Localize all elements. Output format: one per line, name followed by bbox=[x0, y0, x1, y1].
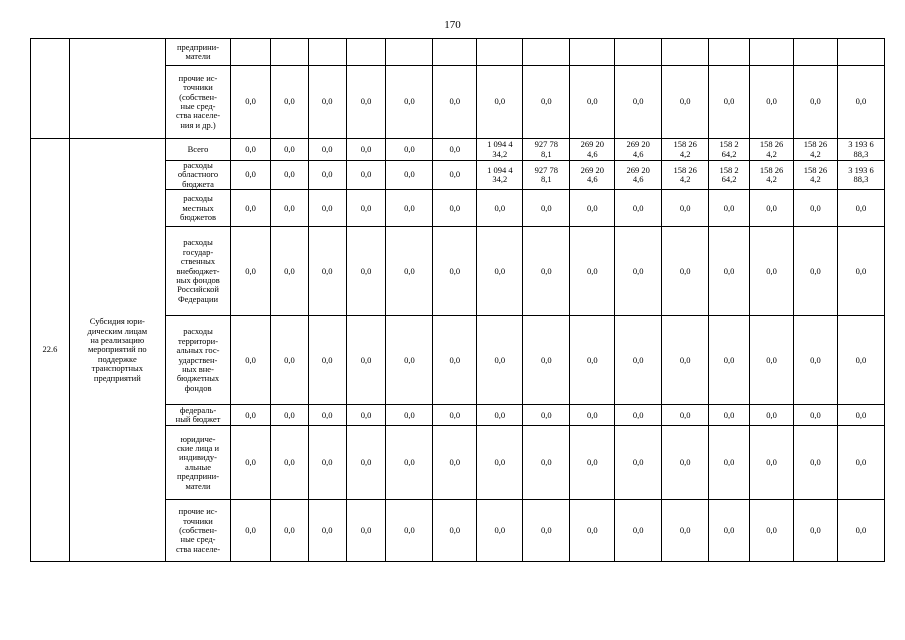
value-cell: 0,0 bbox=[346, 405, 386, 426]
value-cell: 269 20 4,6 bbox=[615, 161, 662, 190]
value-cell: 269 20 4,6 bbox=[615, 139, 662, 161]
value-cell: 0,0 bbox=[750, 500, 794, 562]
value-cell: 0,0 bbox=[271, 405, 309, 426]
value-cell: 0,0 bbox=[477, 190, 523, 227]
value-cell: 0,0 bbox=[837, 426, 884, 500]
value-cell: 0,0 bbox=[477, 500, 523, 562]
value-cell bbox=[308, 39, 346, 66]
value-cell: 0,0 bbox=[231, 161, 271, 190]
value-cell bbox=[615, 39, 662, 66]
value-cell: 0,0 bbox=[386, 316, 433, 405]
source-cell: расходы местных бюджетов bbox=[165, 190, 230, 227]
value-cell: 0,0 bbox=[231, 66, 271, 139]
source-cell: прочие ис- точники (собствен- ные сред- ства населе- ния и др.) bbox=[165, 66, 230, 139]
value-cell: 3 193 6 88,3 bbox=[837, 161, 884, 190]
value-cell bbox=[570, 39, 615, 66]
value-cell: 0,0 bbox=[271, 500, 309, 562]
value-cell: 0,0 bbox=[709, 405, 750, 426]
value-cell: 0,0 bbox=[477, 405, 523, 426]
value-cell: 0,0 bbox=[615, 227, 662, 316]
value-cell bbox=[662, 39, 709, 66]
value-cell: 158 26 4,2 bbox=[750, 161, 794, 190]
value-cell: 0,0 bbox=[271, 190, 309, 227]
value-cell: 0,0 bbox=[709, 316, 750, 405]
table-row bbox=[31, 39, 885, 66]
value-cell: 0,0 bbox=[308, 405, 346, 426]
value-cell: 0,0 bbox=[231, 190, 271, 227]
value-cell: 0,0 bbox=[523, 66, 570, 139]
value-cell: 0,0 bbox=[615, 66, 662, 139]
index-cell bbox=[31, 39, 70, 139]
value-cell: 0,0 bbox=[615, 426, 662, 500]
value-cell: 0,0 bbox=[570, 316, 615, 405]
value-cell: 0,0 bbox=[615, 500, 662, 562]
value-cell: 158 26 4,2 bbox=[750, 139, 794, 161]
value-cell: 0,0 bbox=[231, 405, 271, 426]
value-cell: 0,0 bbox=[662, 227, 709, 316]
value-cell: 0,0 bbox=[386, 426, 433, 500]
value-cell: 0,0 bbox=[523, 426, 570, 500]
value-cell: 158 26 4,2 bbox=[793, 161, 837, 190]
value-cell: 0,0 bbox=[662, 190, 709, 227]
value-cell: 0,0 bbox=[793, 66, 837, 139]
value-cell: 1 094 4 34,2 bbox=[477, 161, 523, 190]
value-cell: 0,0 bbox=[662, 66, 709, 139]
value-cell: 0,0 bbox=[662, 405, 709, 426]
value-cell: 0,0 bbox=[346, 500, 386, 562]
value-cell: 0,0 bbox=[523, 405, 570, 426]
item-index: 22.6 bbox=[31, 139, 70, 562]
source-cell: юридиче- ские лица и индивиду- альные предприни- матели bbox=[165, 426, 230, 500]
value-cell: 0,0 bbox=[346, 316, 386, 405]
measure-cell bbox=[69, 39, 165, 139]
value-cell bbox=[477, 39, 523, 66]
value-cell bbox=[750, 39, 794, 66]
value-cell bbox=[231, 39, 271, 66]
value-cell: 0,0 bbox=[837, 227, 884, 316]
value-cell: 0,0 bbox=[750, 316, 794, 405]
value-cell: 158 26 4,2 bbox=[793, 139, 837, 161]
value-cell: 0,0 bbox=[570, 66, 615, 139]
value-cell: 0,0 bbox=[477, 66, 523, 139]
table-row bbox=[31, 139, 885, 161]
value-cell: 0,0 bbox=[615, 316, 662, 405]
source-cell: прочие ис- точники (собствен- ные сред- ства населе- bbox=[165, 500, 230, 562]
value-cell: 0,0 bbox=[271, 139, 309, 161]
value-cell: 158 26 4,2 bbox=[662, 139, 709, 161]
value-cell: 0,0 bbox=[433, 405, 477, 426]
value-cell: 0,0 bbox=[662, 500, 709, 562]
value-cell bbox=[709, 39, 750, 66]
value-cell: 0,0 bbox=[570, 405, 615, 426]
value-cell: 0,0 bbox=[386, 161, 433, 190]
value-cell: 0,0 bbox=[433, 426, 477, 500]
value-cell: 0,0 bbox=[271, 66, 309, 139]
value-cell: 0,0 bbox=[615, 190, 662, 227]
value-cell: 269 20 4,6 bbox=[570, 161, 615, 190]
value-cell: 0,0 bbox=[433, 66, 477, 139]
value-cell: 0,0 bbox=[231, 426, 271, 500]
value-cell: 0,0 bbox=[570, 500, 615, 562]
value-cell: 0,0 bbox=[271, 316, 309, 405]
value-cell: 0,0 bbox=[477, 316, 523, 405]
value-cell: 0,0 bbox=[750, 190, 794, 227]
value-cell: 269 20 4,6 bbox=[570, 139, 615, 161]
value-cell: 0,0 bbox=[837, 190, 884, 227]
value-cell: 0,0 bbox=[570, 190, 615, 227]
value-cell: 0,0 bbox=[433, 227, 477, 316]
value-cell: 3 193 6 88,3 bbox=[837, 139, 884, 161]
value-cell: 0,0 bbox=[346, 139, 386, 161]
value-cell: 0,0 bbox=[793, 500, 837, 562]
budget-table bbox=[30, 38, 885, 562]
value-cell: 0,0 bbox=[346, 161, 386, 190]
page-number: 170 bbox=[444, 19, 461, 31]
value-cell: 0,0 bbox=[433, 139, 477, 161]
value-cell: 0,0 bbox=[386, 500, 433, 562]
value-cell bbox=[793, 39, 837, 66]
value-cell: 0,0 bbox=[793, 227, 837, 316]
value-cell: 0,0 bbox=[523, 316, 570, 405]
value-cell: 0,0 bbox=[709, 190, 750, 227]
value-cell: 0,0 bbox=[793, 316, 837, 405]
value-cell: 0,0 bbox=[709, 227, 750, 316]
source-cell: предприни- матели bbox=[165, 39, 230, 66]
value-cell: 927 78 8,1 bbox=[523, 139, 570, 161]
source-cell: расходы областного бюджета bbox=[165, 161, 230, 190]
value-cell: 158 2 64,2 bbox=[709, 139, 750, 161]
value-cell: 0,0 bbox=[308, 500, 346, 562]
value-cell: 0,0 bbox=[386, 405, 433, 426]
value-cell: 0,0 bbox=[837, 316, 884, 405]
value-cell: 0,0 bbox=[308, 139, 346, 161]
source-cell: Всего bbox=[165, 139, 230, 161]
value-cell: 0,0 bbox=[523, 500, 570, 562]
value-cell: 0,0 bbox=[308, 426, 346, 500]
value-cell: 0,0 bbox=[271, 227, 309, 316]
value-cell: 927 78 8,1 bbox=[523, 161, 570, 190]
value-cell: 0,0 bbox=[750, 66, 794, 139]
value-cell: 0,0 bbox=[793, 190, 837, 227]
value-cell: 0,0 bbox=[346, 227, 386, 316]
value-cell bbox=[523, 39, 570, 66]
value-cell: 0,0 bbox=[837, 405, 884, 426]
value-cell: 0,0 bbox=[793, 405, 837, 426]
value-cell bbox=[386, 39, 433, 66]
value-cell: 0,0 bbox=[308, 161, 346, 190]
value-cell: 0,0 bbox=[433, 190, 477, 227]
value-cell: 0,0 bbox=[346, 190, 386, 227]
value-cell: 0,0 bbox=[271, 426, 309, 500]
value-cell: 0,0 bbox=[793, 426, 837, 500]
value-cell: 0,0 bbox=[386, 190, 433, 227]
value-cell: 158 2 64,2 bbox=[709, 161, 750, 190]
value-cell: 0,0 bbox=[750, 405, 794, 426]
value-cell: 0,0 bbox=[308, 190, 346, 227]
value-cell: 158 26 4,2 bbox=[662, 161, 709, 190]
value-cell: 0,0 bbox=[386, 227, 433, 316]
value-cell: 0,0 bbox=[615, 405, 662, 426]
value-cell: 0,0 bbox=[477, 227, 523, 316]
budget-table-body bbox=[31, 39, 885, 562]
value-cell: 0,0 bbox=[308, 66, 346, 139]
value-cell: 0,0 bbox=[231, 316, 271, 405]
value-cell bbox=[271, 39, 309, 66]
value-cell: 0,0 bbox=[231, 500, 271, 562]
value-cell: 0,0 bbox=[750, 227, 794, 316]
value-cell: 0,0 bbox=[346, 66, 386, 139]
value-cell: 0,0 bbox=[477, 426, 523, 500]
value-cell bbox=[837, 39, 884, 66]
value-cell: 0,0 bbox=[662, 426, 709, 500]
value-cell: 0,0 bbox=[570, 227, 615, 316]
value-cell: 0,0 bbox=[709, 426, 750, 500]
value-cell: 0,0 bbox=[308, 316, 346, 405]
value-cell: 0,0 bbox=[433, 500, 477, 562]
value-cell: 1 094 4 34,2 bbox=[477, 139, 523, 161]
item-measure: Субсидия юри- дическим лицам на реализацию мероприятий по поддержке транспортных предприятий bbox=[69, 139, 165, 562]
value-cell: 0,0 bbox=[570, 426, 615, 500]
value-cell: 0,0 bbox=[523, 227, 570, 316]
value-cell: 0,0 bbox=[709, 66, 750, 139]
value-cell: 0,0 bbox=[231, 227, 271, 316]
value-cell: 0,0 bbox=[386, 139, 433, 161]
value-cell: 0,0 bbox=[386, 66, 433, 139]
value-cell bbox=[433, 39, 477, 66]
value-cell: 0,0 bbox=[662, 316, 709, 405]
value-cell: 0,0 bbox=[308, 227, 346, 316]
value-cell: 0,0 bbox=[837, 66, 884, 139]
value-cell: 0,0 bbox=[750, 426, 794, 500]
value-cell: 0,0 bbox=[433, 316, 477, 405]
value-cell: 0,0 bbox=[709, 500, 750, 562]
source-cell: федераль- ный бюджет bbox=[165, 405, 230, 426]
value-cell: 0,0 bbox=[433, 161, 477, 190]
value-cell: 0,0 bbox=[271, 161, 309, 190]
source-cell: расходы государ- ственных внебюджет- ных фондов Российской Федерации bbox=[165, 227, 230, 316]
value-cell: 0,0 bbox=[837, 500, 884, 562]
source-cell: расходы территори- альных гос- ударствен- ных вне- бюджетных фондов bbox=[165, 316, 230, 405]
value-cell bbox=[346, 39, 386, 66]
value-cell: 0,0 bbox=[523, 190, 570, 227]
value-cell: 0,0 bbox=[231, 139, 271, 161]
value-cell: 0,0 bbox=[346, 426, 386, 500]
